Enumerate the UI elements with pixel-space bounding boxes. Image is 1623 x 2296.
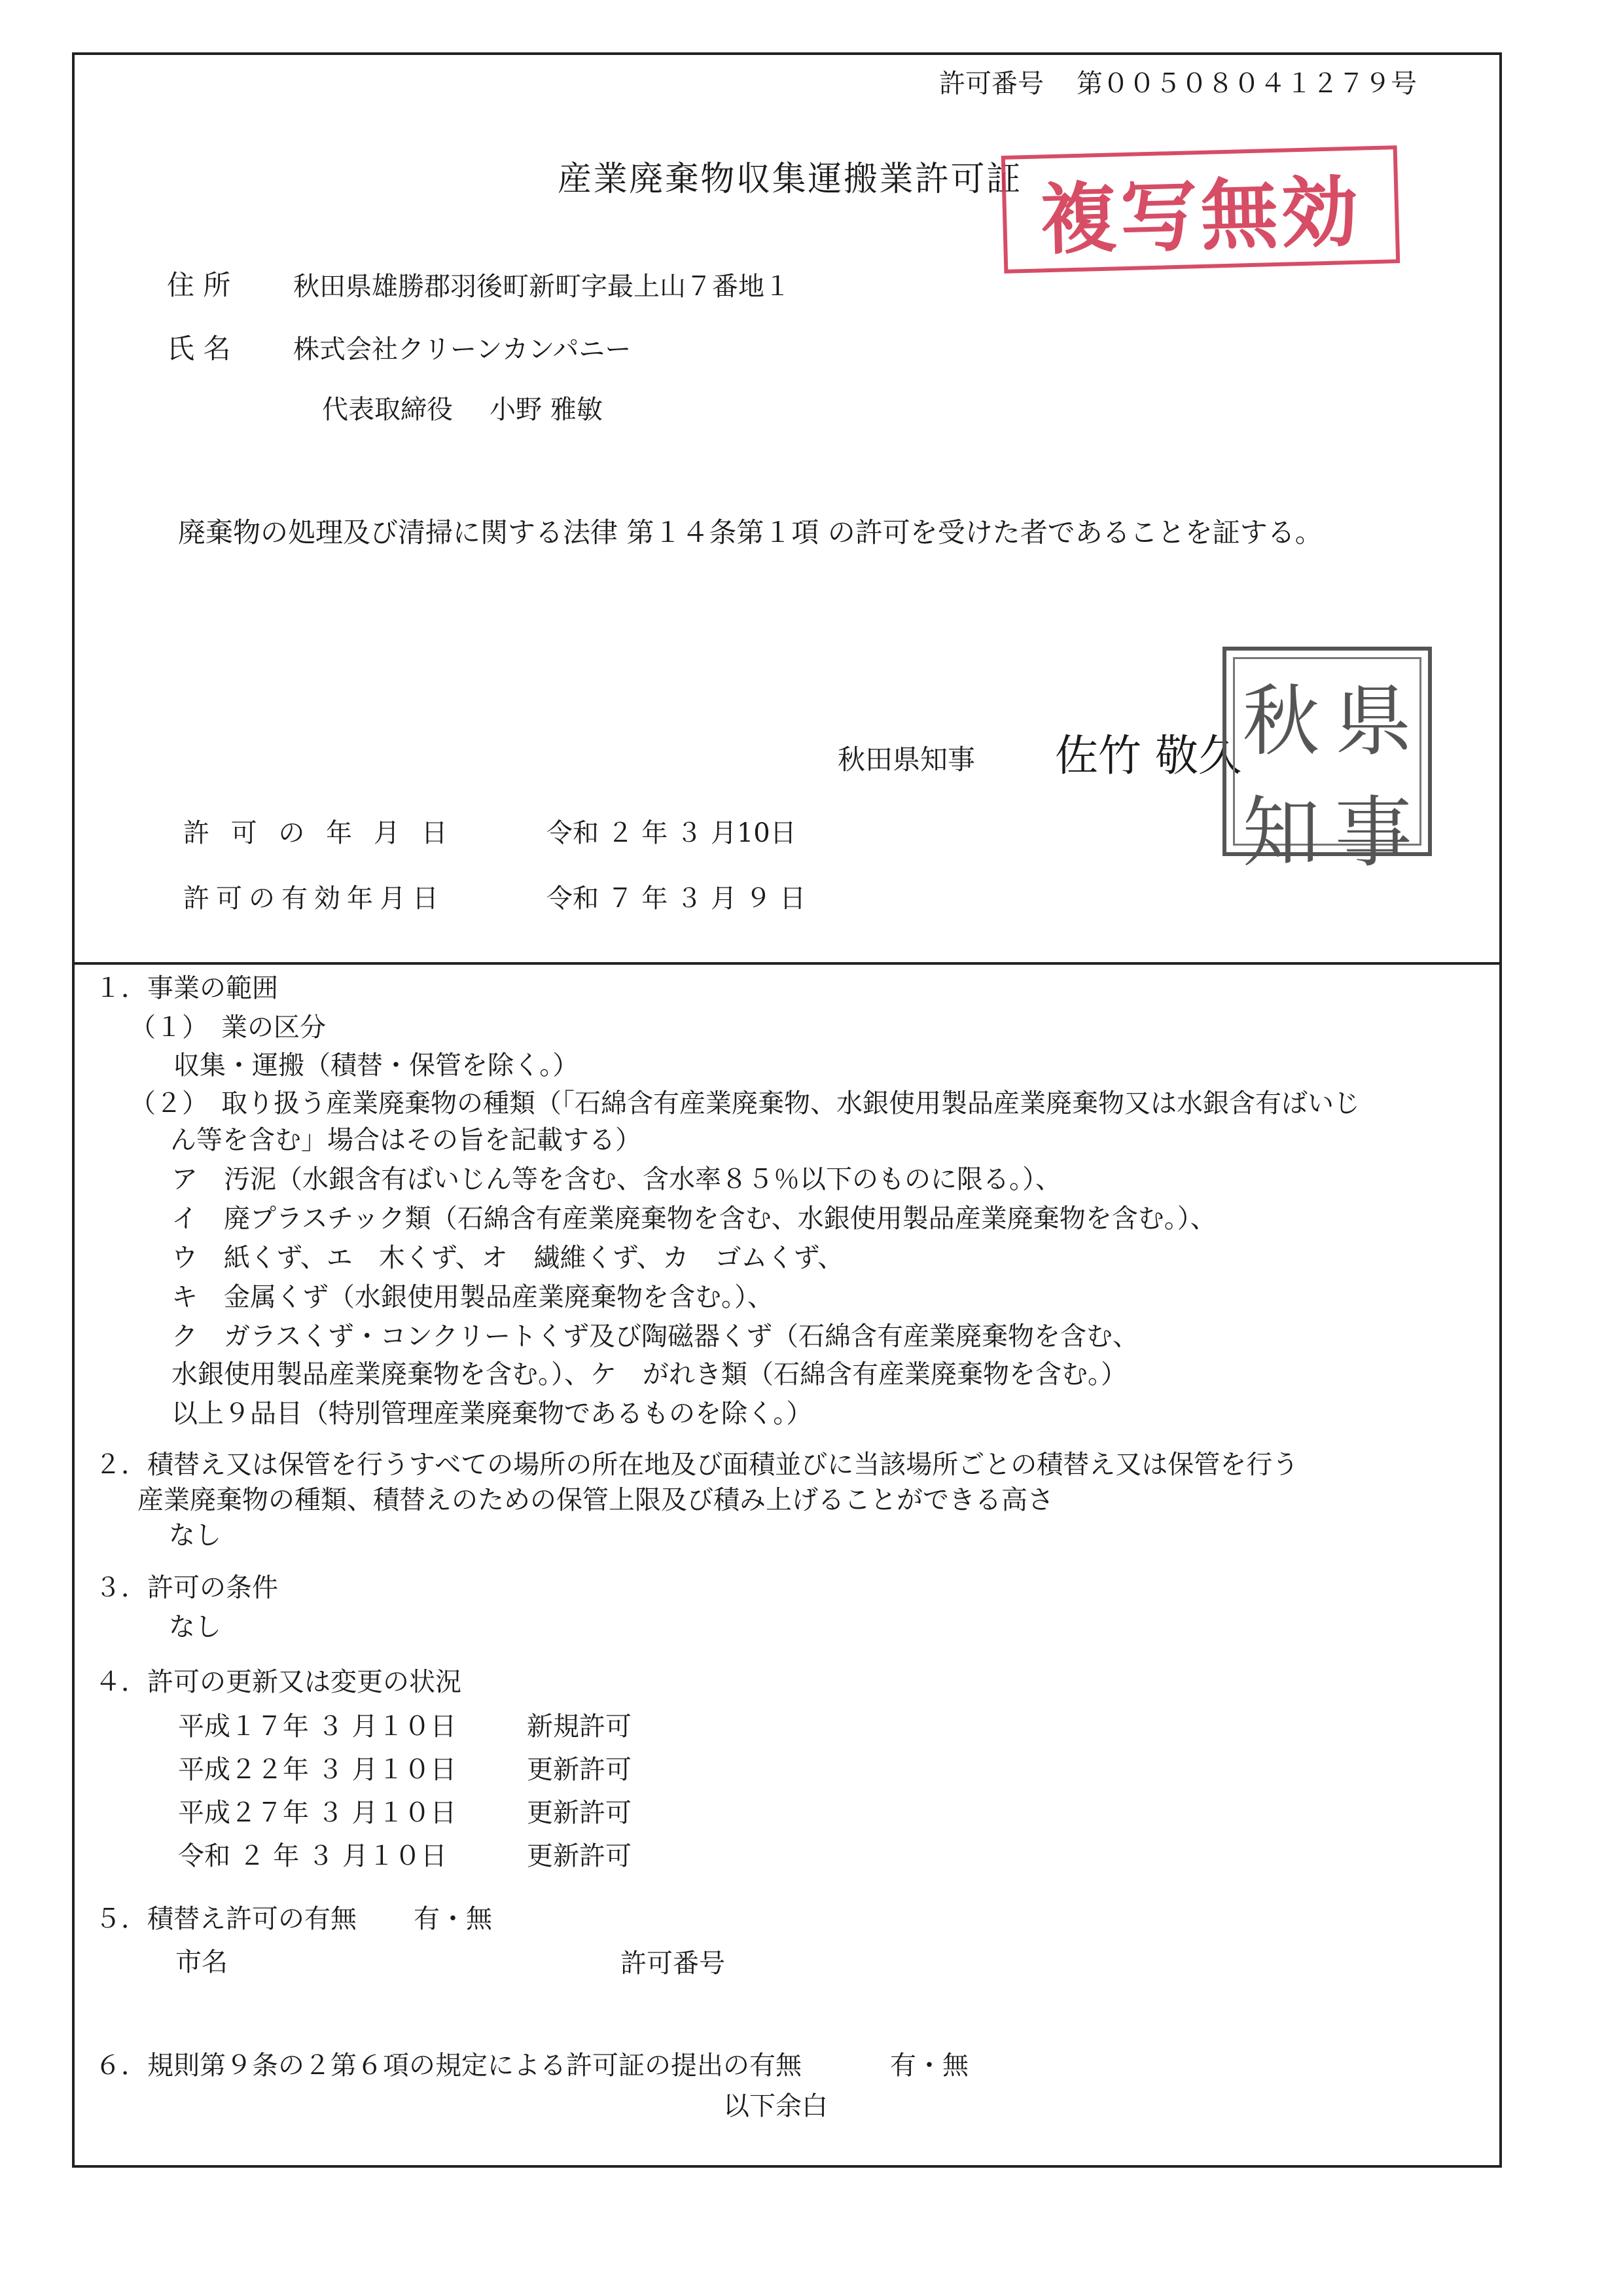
section-1-sub2-heading: （２） 取り扱う産業廃棄物の種類（「石綿含有産業廃棄物、水銀使用製品産業廃棄物又は水銀含有ばいじ [130,1088,1360,1119]
section-6-heading: ６．規則第９条の２第６項の規定による許可証の提出の有無 [95,2051,802,2081]
section-1-heading: １．事業の範囲 [95,973,278,1003]
waste-type-item: イ 廃プラスチック類（石綿含有産業廃棄物を含む、水銀使用製品産業廃棄物を含む。）、 [171,1204,1217,1234]
seal-char: 事 [1334,787,1412,878]
seal-char: 秋 [1242,676,1320,766]
permit-date-value: 令和 ２ 年 ３ 月10日 [546,818,796,848]
history-type: 新規許可 [527,1712,632,1742]
section-divider [72,962,1502,965]
expiry-date-value: 令和 ７ 年 ３ 月 ９ 日 [546,884,806,914]
copy-void-stamp [1001,145,1400,274]
permit-number-label: 許可番号 [939,69,1044,99]
permit-number-value: 第００５０８０４１２７９号 [1077,69,1417,99]
waste-type-item: ク ガラスくず・コンクリートくず及び陶磁器くず（石綿含有産業廃棄物を含む、 [171,1321,1139,1352]
section-3-heading: ３．許可の条件 [95,1573,278,1603]
permit-date-label: 許 可 の 年 月 日 [183,818,454,848]
closing-remark: 以下余白 [723,2091,828,2121]
section-2-value: なし [169,1520,221,1551]
section-2-heading: ２．積替え又は保管を行うすべての場所の所在地及び面積並びに当該場所ごとの積替え又は保管を行う [95,1450,1299,1480]
expiry-date-label: 許可の有効年月日 [183,884,445,914]
history-date: 平成２２年 ３ 月１０日 [178,1755,457,1785]
city-name-label: 市名 [175,1947,228,1977]
waste-type-item: キ 金属くず（水銀使用製品産業廃棄物を含む。）、 [171,1282,774,1312]
history-date: 平成２７年 ３ 月１０日 [178,1798,457,1828]
seal-char: 知 [1242,787,1320,878]
address-label: 住 所 [167,269,231,301]
certification-statement: 廃棄物の処理及び清掃に関する法律 第１４条第１項 の許可を受けた者であることを証する。 [178,516,1323,548]
history-type: 更新許可 [527,1755,632,1785]
waste-type-item: 以上９品目（特別管理産業廃棄物であるものを除く。） [171,1399,813,1429]
representative-name: 小野 雅敏 [490,395,603,425]
section-3-value: なし [169,1612,221,1642]
issuer-title: 秋田県知事 [838,744,976,776]
company-name: 株式会社クリーンカンパニー [293,334,632,365]
section-5-value: 有・無 [414,1904,492,1934]
section-1-sub1-value: 収集・運搬（積替・保管を除く。） [173,1050,579,1081]
section-4-heading: ４．許可の更新又は変更の状況 [95,1667,461,1697]
representative-title: 代表取締役 [322,395,453,425]
section-5-heading: ５．積替え許可の有無 [95,1904,357,1934]
seal-char: 県 [1334,676,1412,766]
governor-seal [1222,647,1432,878]
history-date: 平成１７年 ３ 月１０日 [178,1712,457,1742]
issuer-name: 佐竹 敬久 [1055,730,1241,781]
history-type: 更新許可 [527,1841,632,1871]
permit-number-field-label: 許可番号 [620,1948,725,1979]
section-1-sub2-heading-cont: ん等を含む」場合はその旨を記載する） [170,1125,641,1155]
document-title: 産業廃棄物収集運搬業許可証 [558,160,1022,199]
waste-type-item: ウ 紙くず、エ 木くず、オ 繊維くず、カ ゴムくず、 [171,1243,844,1273]
waste-type-item: 水銀使用製品産業廃棄物を含む。）、ケ がれき類（石綿含有産業廃棄物を含む。） [171,1359,1127,1390]
copy-void-stamp-text: 複写無効 [1039,166,1363,266]
section-2-heading-cont: 産業廃棄物の種類、積替えのための保管上限及び積み上げることができる高さ [137,1485,1054,1515]
history-type: 更新許可 [527,1798,632,1828]
section-1-sub1-heading: （１） 業の区分 [130,1013,326,1043]
section-6-value: 有・無 [890,2051,969,2081]
waste-type-item: ア 汚泥（水銀含有ばいじん等を含む、含水率８５％以下のものに限る。）、 [171,1164,1061,1194]
address-value: 秋田県雄勝郡羽後町新町字最上山７番地１ [293,272,791,302]
name-label: 氏 名 [167,332,231,365]
history-date: 令和 ２ 年 ３ 月１０日 [178,1841,447,1871]
